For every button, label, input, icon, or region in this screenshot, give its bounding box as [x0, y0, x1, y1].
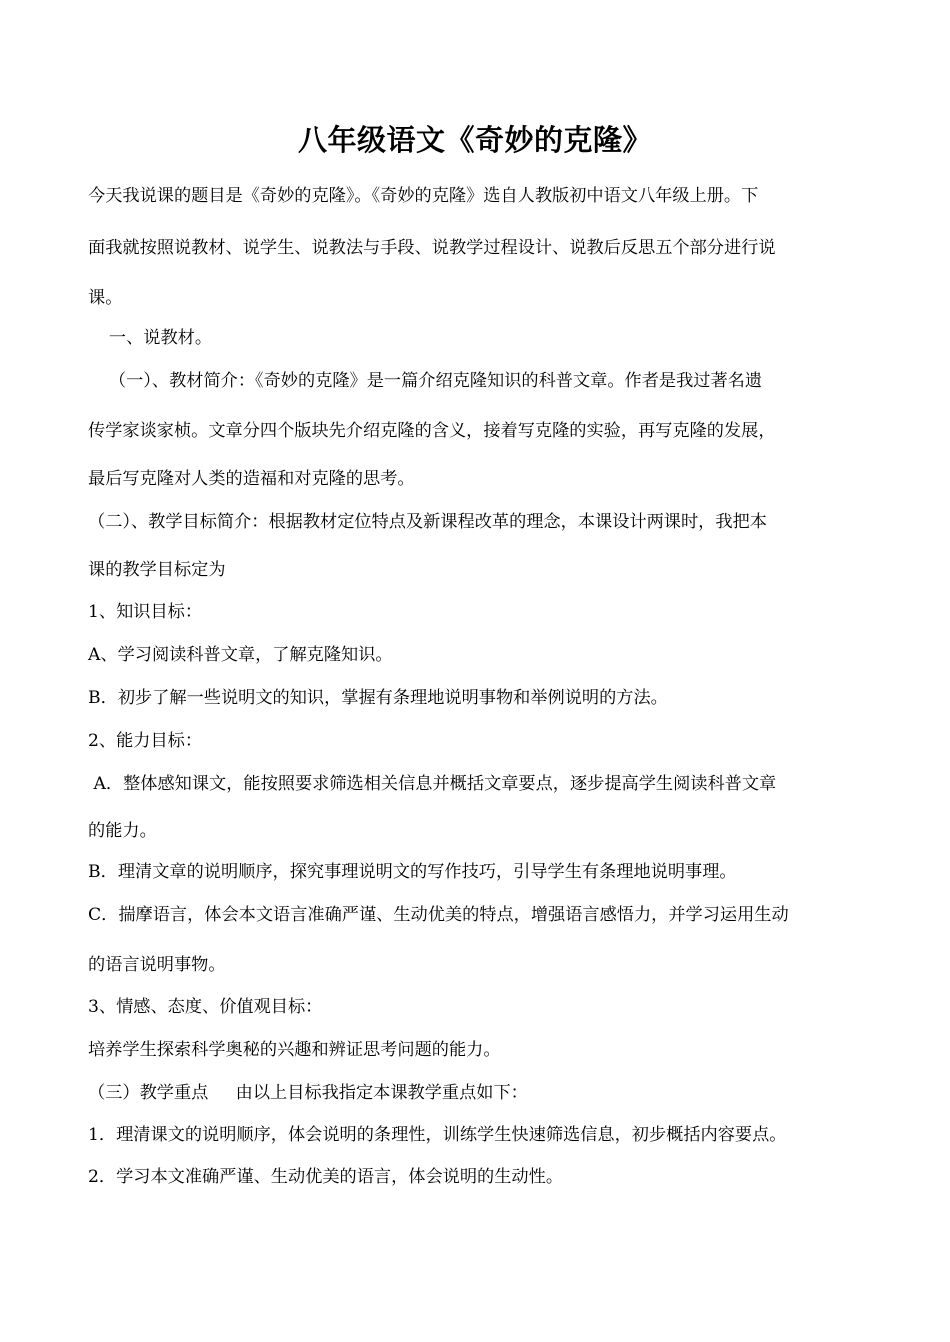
body-line: 传学家谈家桢。文章分四个版块先介绍克隆的含义，接着写克隆的实验，再写克隆的发展，	[88, 421, 776, 441]
sub-heading: 3、情感、态度、价值观目标：	[88, 997, 323, 1017]
sub-heading: 2、能力目标：	[88, 731, 203, 751]
body-line: 的能力。	[88, 821, 157, 841]
body-line: 面我就按照说教材、说学生、说教法与手段、说教学过程设计、说教后反思五个部分进行说	[88, 238, 776, 258]
body-line: （一）、教材简介：《奇妙的克隆》是一篇介绍克隆知识的科普文章。作者是我过著名遗	[98, 371, 763, 391]
body-line: 课。	[88, 288, 123, 308]
body-line: （二）、教学目标简介：根据教材定位特点及新课程改革的理念，本课设计两课时，我把本	[88, 512, 767, 532]
sub-heading: 1、知识目标：	[88, 602, 203, 622]
body-line: 培养学生探索科学奥秘的兴趣和辨证思考问题的能力。	[88, 1040, 501, 1060]
body-line: 课的教学目标定为	[88, 560, 226, 580]
document-title: 八年级语文《奇妙的克隆》	[297, 123, 652, 157]
body-line: B．理清文章的说明顺序，探究事理说明文的写作技巧，引导学生有条理地说明事理。	[88, 862, 737, 882]
body-line: 最后写克隆对人类的造福和对克隆的思考。	[88, 469, 415, 489]
body-line: 2．学习本文准确严谨、生动优美的语言，体会说明的生动性。	[88, 1167, 564, 1187]
body-line: 的语言说明事物。	[88, 955, 226, 975]
body-line: 1．理清课文的说明顺序，体会说明的条理性，训练学生快速筛选信息，初步概括内容要点。	[88, 1125, 787, 1145]
body-line: C．揣摩语言，体会本文语言准确严谨、生动优美的特点，增强语言感悟力，并学习运用生动	[88, 905, 789, 925]
body-line: A．整体感知课文，能按照要求筛选相关信息并概括文章要点，逐步提高学生阅读科普文章	[88, 774, 777, 794]
section-heading: 一、说教材。	[98, 328, 213, 348]
section-heading: （三）教学重点 由以上目标我指定本课教学重点如下：	[88, 1083, 528, 1103]
body-line: 今天我说课的题目是《奇妙的克隆》。《奇妙的克隆》选自人教版初中语文八年级上册。下	[88, 186, 759, 206]
body-line: A、学习阅读科普文章，了解克隆知识。	[88, 645, 393, 665]
body-line: B．初步了解一些说明文的知识，掌握有条理地说明事物和举例说明的方法。	[88, 688, 668, 708]
